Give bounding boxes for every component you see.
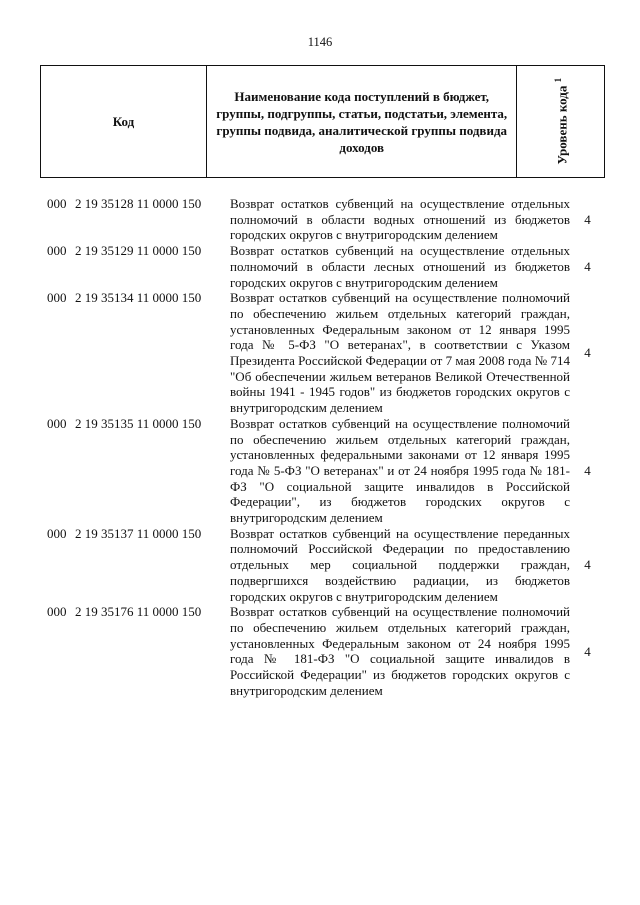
page-number: 1146 [307, 35, 333, 49]
table-body [40, 196, 605, 699]
table-header [40, 65, 605, 178]
row-code: 2 19 35128 11 0000 150 [75, 196, 202, 211]
table-row [40, 526, 605, 605]
header-code: Код [41, 66, 207, 177]
header-name: Наименование кода поступлений в бюджет, группы, подгруппы, статьи, подстатьи, элемента, группы подвида, аналитической группы подвида доходов [207, 66, 517, 177]
row-name: Возврат остатков субвенций на осуществление полномочий по обеспечению жильем отдельных категорий граждан, установленных Федеральным законом от 12 января 1995 года № 5-ФЗ "О ветеранах", в соответствии с Указом Президента Российской Федерации от 7 мая 2008 года № 714 "Об обеспечении жильем ветеранов Великой Отечественной войны 1941 - 1945 годов" из бюджетов городских округов с внутригородским делением [230, 290, 570, 416]
row-code: 2 19 35135 11 0000 150 [75, 415, 202, 431]
row-name: Возврат остатков субвенций на осуществление переданных полномочий Российской Федерации по предоставлению отдельных мер социальной поддержки граждан, подвергшихся воздействию радиации, из бюджетов городских округов с внутригородским делением [230, 525, 570, 604]
header-level-text: Уровень кода [554, 85, 570, 165]
row-prefix: 000 [47, 525, 67, 541]
row-code: 2 19 35137 11 0000 150 [75, 525, 202, 541]
table-row [40, 243, 605, 290]
row-code: 2 19 35134 11 0000 150 [75, 290, 202, 306]
row-code: 2 19 35176 11 0000 150 [75, 604, 202, 620]
row-level: 4 [584, 258, 591, 274]
table-row [40, 196, 605, 243]
row-level: 4 [584, 557, 591, 573]
table-row [40, 604, 605, 698]
row-level: 4 [584, 345, 591, 361]
row-name: Возврат остатков субвенций на осуществление отдельных полномочий в области водных отношений из бюджетов городских округов с внутригородским делением [230, 196, 570, 243]
table-row [40, 416, 605, 526]
header-level [517, 66, 604, 177]
row-prefix: 000 [47, 604, 67, 620]
row-level: 4 [584, 643, 591, 659]
row-code: 2 19 35129 11 0000 150 [75, 243, 202, 259]
header-level-label [551, 78, 571, 165]
row-name: Возврат остатков субвенций на осуществление полномочий по обеспечению жильем отдельных категорий граждан, установленных Федеральным законом от 24 ноября 1995 года № 181-ФЗ "О социальной защите инвалидов в Российской Федерации" из бюджетов городских округов с внутригородским делением [230, 604, 570, 698]
row-prefix: 000 [47, 196, 67, 211]
row-name: Возврат остатков субвенций на осуществление отдельных полномочий в области лесных отношений из бюджетов городских округов с внутригородским делением [230, 243, 570, 290]
row-prefix: 000 [47, 415, 67, 431]
row-prefix: 000 [47, 290, 67, 306]
row-level: 4 [584, 462, 591, 478]
table-row [40, 290, 605, 416]
row-level: 4 [584, 211, 591, 227]
row-prefix: 000 [47, 243, 67, 259]
header-level-footnote: 1 [553, 78, 564, 83]
row-name: Возврат остатков субвенций на осуществление полномочий по обеспечению жильем отдельных категорий граждан, установленных федеральными законами от 12 января 1995 года № 5-ФЗ "О ветеранах" и от 24 ноября 1995 года № 181-ФЗ "О социальной защите инвалидов в Российской Федерации", из бюджетов городских округов с внутригородским делением [230, 415, 570, 526]
